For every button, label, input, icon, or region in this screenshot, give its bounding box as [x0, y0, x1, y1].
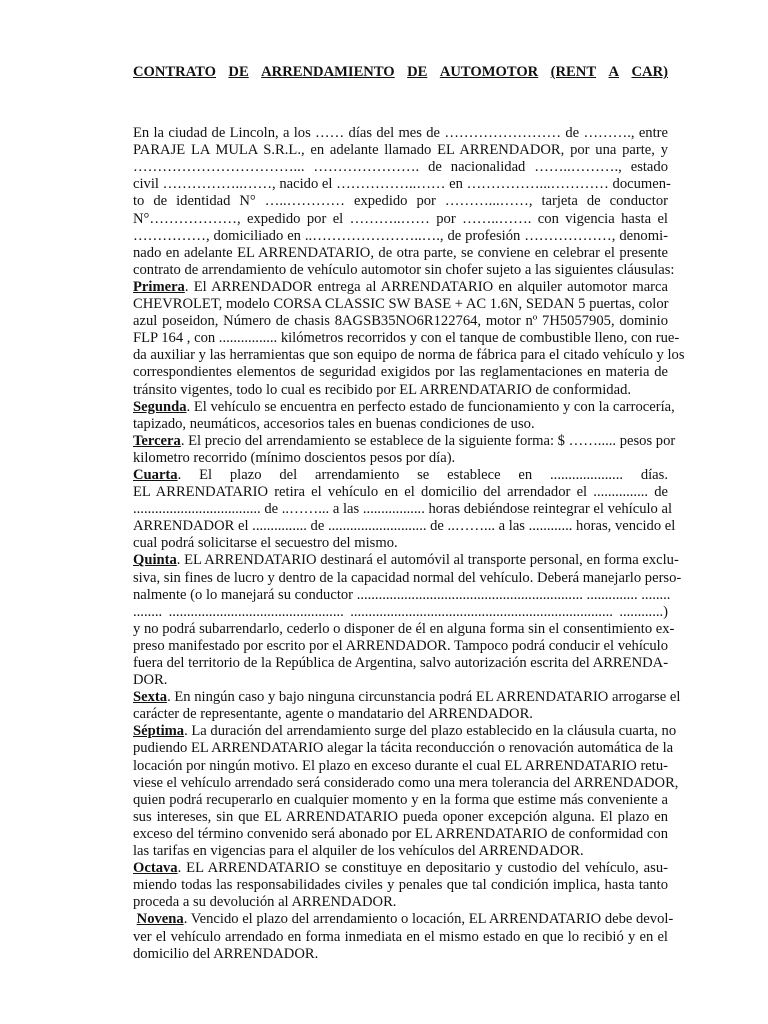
- clause-text: . La duración del arrendamiento surge del plazo establecido en la cláusula cuarta, no: [184, 723, 677, 740]
- intro-paragraph: [133, 125, 675, 279]
- text-line: contrato de arrendamiento de vehículo automotor sin chofer sujeto a las siguientes cláusulas:: [133, 261, 675, 278]
- text-line: siva, sin fines de lucro y dentro de la capacidad normal del vehículo. Deberá manejarlo perso-: [133, 569, 682, 586]
- text-line: y no podrá subarrendarlo, cederlo o disponer de él en alguna forma sin el consentimiento ex-: [133, 620, 675, 637]
- text-line: ........ ................................................ ........................................................................ ............): [133, 603, 668, 620]
- text-line: tapizado, neumáticos, accesorios tales en buenas condiciones de uso.: [133, 415, 535, 432]
- clause-heading: Octava: [133, 860, 178, 877]
- text-line: [133, 467, 668, 484]
- text-line: tránsito vigentes, todo lo cual es recibido por EL ARRENDATARIO de conformidad.: [133, 381, 632, 398]
- text-line: domicilio del ARRENDADOR.: [133, 945, 319, 962]
- clause-text: . El precio del arrendamiento se establece de la siguiente forma: $ ……..... pesos por: [180, 432, 676, 449]
- text-line: nalmente (o lo manejará su conductor .............................................................. .............. ........: [133, 586, 671, 603]
- text-line: miendo todas las responsabilidades civiles y penales que tal condición implica, hasta tanto: [133, 877, 668, 894]
- text-line: [133, 279, 668, 296]
- text-line: to de identidad N° …..………… expedido por ………...……, tarjeta de conductor: [133, 193, 668, 210]
- text-line: En la ciudad de Lincoln, a los …… días del mes de …………………… de ………., entre: [133, 125, 668, 142]
- clause-heading: Primera: [133, 278, 185, 295]
- clause-heading: Cuarta: [133, 466, 178, 483]
- text-line: CHEVROLET, modelo CORSA CLASSIC SW BASE + AC 1.6N, SEDAN 5 puertas, color: [133, 296, 669, 313]
- text-line: FLP 164 , con ................ kilómetros recorridos y con el tanque de combustible lleno, con rue-: [133, 330, 680, 347]
- clause-text: . El plazo del arrendamiento se establece en .................... días.: [177, 466, 668, 483]
- text-line: quien podrá recuperarlo en cualquier momento y en la forma que estime más conveniente a: [133, 791, 668, 808]
- text-line: las tarifas en vigencias para el alquiler de los vehículos del ARRENDADOR.: [133, 843, 584, 860]
- clause-text: . El ARRENDADOR entrega al ARRENDATARIO en alquiler automotor marca: [184, 278, 668, 295]
- text-line: exceso del término convenido será abonado por EL ARRENDATARIO de conformidad con: [133, 825, 668, 842]
- text-line: azul poseidon, Número de chasis 8AGSB35NO6R122764, motor nº 7H5057905, dominio: [133, 313, 668, 330]
- text-line: EL ARRENDATARIO retira el vehículo en el domicilio del arrendador el ............... de: [133, 484, 668, 501]
- text-line: [133, 432, 676, 450]
- title-word: (RENT: [550, 64, 597, 80]
- text-line: N°………………, expedido por el ………..…… por ……..……. con vigencia hasta el: [133, 210, 668, 227]
- text-line: fuera del territorio de la República de Argentina, salvo autorización escrita del ARRENDA-: [133, 655, 669, 671]
- text-line: sus intereses, sin que EL ARRENDATARIO pueda oponer excepción alguna. El plazo en: [133, 808, 668, 825]
- clause-heading: Segunda: [133, 398, 187, 415]
- clause-text: . EL ARRENDATARIO se constituye en depositario y custodio del vehículo, asu-: [177, 860, 668, 877]
- clause-heading: Séptima: [133, 723, 185, 740]
- text-line: [133, 911, 674, 928]
- text-line: ver el vehículo arrendado en forma inmediata en el mismo estado en que lo recibió y en el: [133, 928, 668, 945]
- clause-segunda: [133, 398, 675, 433]
- clause-heading: Tercera: [133, 432, 181, 449]
- clause-heading: Quinta: [133, 552, 177, 569]
- clause-sexta: [133, 689, 681, 723]
- title-word: CAR): [631, 64, 668, 80]
- text-line: civil ……………..……, nacido el ……………..…… en ……………...………… documen-: [133, 176, 671, 193]
- text-line: ……………………………... …………………. de nacionalidad ……..………., estado: [133, 159, 668, 176]
- title-word: DE: [407, 64, 428, 80]
- text-line: [133, 689, 681, 706]
- text-line: DOR.: [133, 672, 168, 689]
- title-word: AUTOMOTOR: [439, 64, 539, 80]
- text-line: ................................... de ..……... a las ................. horas debiéndose reintegrar el vehículo al: [133, 501, 673, 518]
- text-line: locación por ningún motivo. El plazo en exceso durante el cual EL ARRENDATARIO retu-: [133, 757, 668, 774]
- title-word: A: [608, 64, 620, 80]
- text-line: [133, 552, 679, 569]
- text-line: da auxiliar y las herramientas que son equipo de norma de fábrica para el citado vehículo y los: [133, 347, 685, 364]
- text-line: [133, 398, 675, 416]
- clause-novena: [133, 911, 674, 962]
- text-line: PARAJE LA MULA S.R.L., en adelante llamado EL ARRENDADOR, por una parte, y: [133, 142, 668, 159]
- text-line: cual podrá solicitarse el secuestro del mismo.: [133, 535, 398, 552]
- clause-text: . En ningún caso y bajo ninguna circunstancia podrá EL ARRENDATARIO arrogarse el: [167, 689, 681, 706]
- title-word: DE: [228, 64, 249, 80]
- text-line: pudiendo EL ARRENDATARIO alegar la tácita reconducción o renovación automática de la: [133, 740, 674, 757]
- contract-page: [133, 64, 685, 963]
- clauses-list: [133, 278, 685, 963]
- clause-septima: [133, 723, 679, 860]
- text-line: ……………, domiciliado en ..…………………..…., de profesión ………………, denomi-: [133, 227, 668, 244]
- text-line: kilometro recorrido (mínimo doscientos pesos por día).: [133, 449, 456, 466]
- clause-text: . Vencido el plazo del arrendamiento o locación, EL ARRENDATARIO debe devol-: [183, 911, 674, 928]
- clause-primera: [133, 278, 685, 399]
- text-line: viese el vehículo arrendado será considerado como una mera tolerancia del ARRENDADOR,: [133, 774, 679, 791]
- text-line: [133, 723, 677, 740]
- clause-heading: Sexta: [133, 689, 168, 706]
- text-line: preso manifestado por escrito por el ARRENDADOR. Tampoco podrá conducir el vehículo: [133, 637, 668, 654]
- title-word: CONTRATO: [133, 64, 216, 80]
- clause-text: . El vehículo se encuentra en perfecto estado de funcionamiento y con la carrocería,: [186, 398, 675, 415]
- clause-cuarta: [133, 466, 676, 552]
- text-line: proceda a su devolución al ARRENDADOR.: [133, 894, 397, 911]
- clause-octava: [133, 860, 668, 911]
- clause-text: . EL ARRENDATARIO destinará el automóvil al transporte personal, en forma exclu-: [176, 552, 679, 569]
- clause-heading: Novena: [136, 911, 184, 928]
- clause-quinta: [133, 552, 682, 689]
- text-line: ARRENDADOR el ............... de ........................... de ..……... a las ............ horas, vencido el: [133, 518, 676, 535]
- title-word: ARRENDAMIENTO: [261, 64, 395, 80]
- text-line: [133, 860, 668, 877]
- clause-tercera: [133, 432, 676, 467]
- text-line: correspondientes elementos de seguridad exigidos por las reglamentaciones en materia de: [133, 364, 668, 381]
- contract-title: [133, 64, 668, 81]
- text-line: carácter de representante, agente o mandatario del ARRENDADOR.: [133, 706, 533, 723]
- text-line: nado en adelante EL ARRENDATARIO, de otra parte, se conviene en celebrar el presente: [133, 244, 668, 261]
